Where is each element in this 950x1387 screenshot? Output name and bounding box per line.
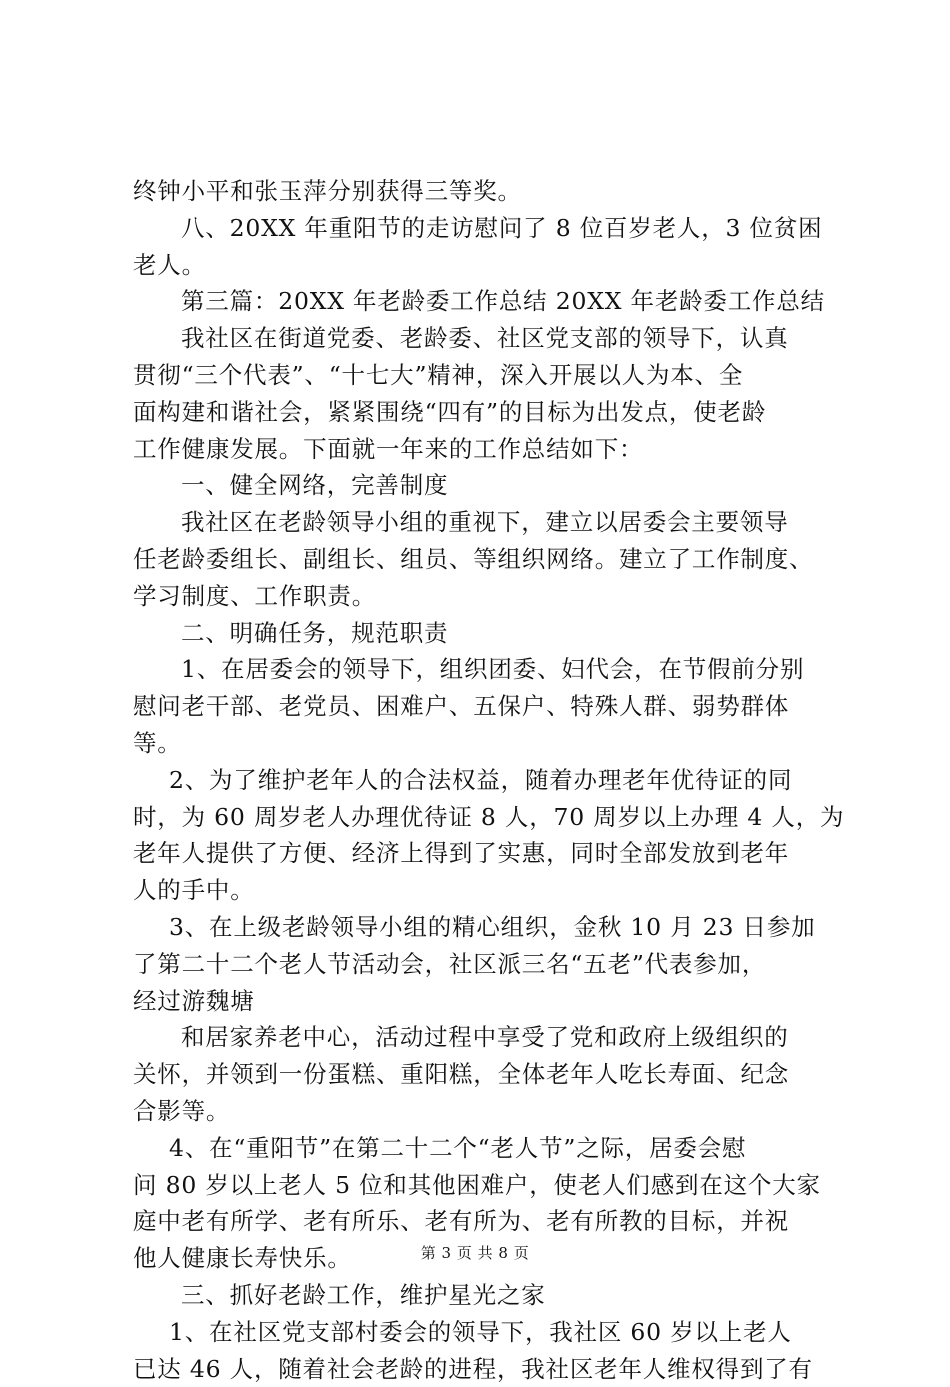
text-line: 经过游魏塘 bbox=[133, 983, 845, 1020]
subsection-heading: 一、健全网络，完善制度 bbox=[133, 467, 845, 504]
text-line: 4、在“重阳节”在第二十二个“老人节”之际，居委会慰 bbox=[133, 1130, 845, 1167]
text-line: 和居家养老中心，活动过程中享受了党和政府上级组织的 bbox=[133, 1019, 845, 1056]
text-line: 任老龄委组长、副组长、组员、等组织网络。建立了工作制度、 bbox=[133, 541, 845, 578]
text-line: 问 80 岁以上老人 5 位和其他困难户，使老人们感到在这个大家 bbox=[133, 1167, 845, 1204]
text-line: 我社区在街道党委、老龄委、社区党支部的领导下，认真 bbox=[133, 320, 845, 357]
text-line: 等。 bbox=[133, 725, 845, 762]
section-heading: 第三篇：20XX 年老龄委工作总结 20XX 年老龄委工作总结 bbox=[133, 283, 845, 320]
text-line: 面构建和谐社会，紧紧围绕“四有”的目标为出发点，使老龄 bbox=[133, 394, 845, 431]
subsection-heading: 三、抓好老龄工作，维护星光之家 bbox=[133, 1277, 845, 1314]
text-line: 终钟小平和张玉萍分别获得三等奖。 bbox=[133, 173, 845, 210]
text-line: 贯彻“三个代表”、“十七大”精神，深入开展以人为本、全 bbox=[133, 357, 845, 394]
text-line: 3、在上级老龄领导小组的精心组织，金秋 10 月 23 日参加 bbox=[133, 909, 845, 946]
text-line: 关怀，并领到一份蛋糕、重阳糕，全体老年人吃长寿面、纪念 bbox=[133, 1056, 845, 1093]
text-line: 老年人提供了方便、经济上得到了实惠，同时全部发放到老年 bbox=[133, 835, 845, 872]
text-line: 我社区在老龄领导小组的重视下，建立以居委会主要领导 bbox=[133, 504, 845, 541]
text-line: 2、为了维护老年人的合法权益，随着办理老年优待证的同 bbox=[133, 762, 845, 799]
text-line: 时，为 60 周岁老人办理优待证 8 人，70 周岁以上办理 4 人，为 bbox=[133, 799, 845, 836]
subsection-heading: 二、明确任务，规范职责 bbox=[133, 615, 845, 652]
text-line: 1、在居委会的领导下，组织团委、妇代会，在节假前分别 bbox=[133, 651, 845, 688]
text-line: 慰问老干部、老党员、困难户、五保户、特殊人群、弱势群体 bbox=[133, 688, 845, 725]
text-line: 1、在社区党支部村委会的领导下，我社区 60 岁以上老人 bbox=[133, 1314, 845, 1351]
text-line: 已达 46 人，随着社会老龄的进程，我社区老年人维权得到了有 bbox=[133, 1351, 845, 1387]
text-line: 他人健康长寿快乐。 bbox=[133, 1240, 845, 1277]
document-body bbox=[133, 173, 845, 1387]
text-line: 了第二十二个老人节活动会，社区派三名“五老”代表参加， bbox=[133, 946, 845, 983]
text-line: 工作健康发展。下面就一年来的工作总结如下： bbox=[133, 431, 845, 468]
text-line: 人的手中。 bbox=[133, 872, 845, 909]
text-line: 老人。 bbox=[133, 247, 845, 284]
text-line: 学习制度、工作职责。 bbox=[133, 578, 845, 615]
text-line: 合影等。 bbox=[133, 1093, 845, 1130]
text-line: 庭中老有所学、老有所乐、老有所为、老有所教的目标，并祝 bbox=[133, 1203, 845, 1240]
page-number: 第 3 页 共 8 页 bbox=[0, 1242, 950, 1263]
text-line: 八、20XX 年重阳节的走访慰问了 8 位百岁老人，3 位贫困 bbox=[133, 210, 845, 247]
